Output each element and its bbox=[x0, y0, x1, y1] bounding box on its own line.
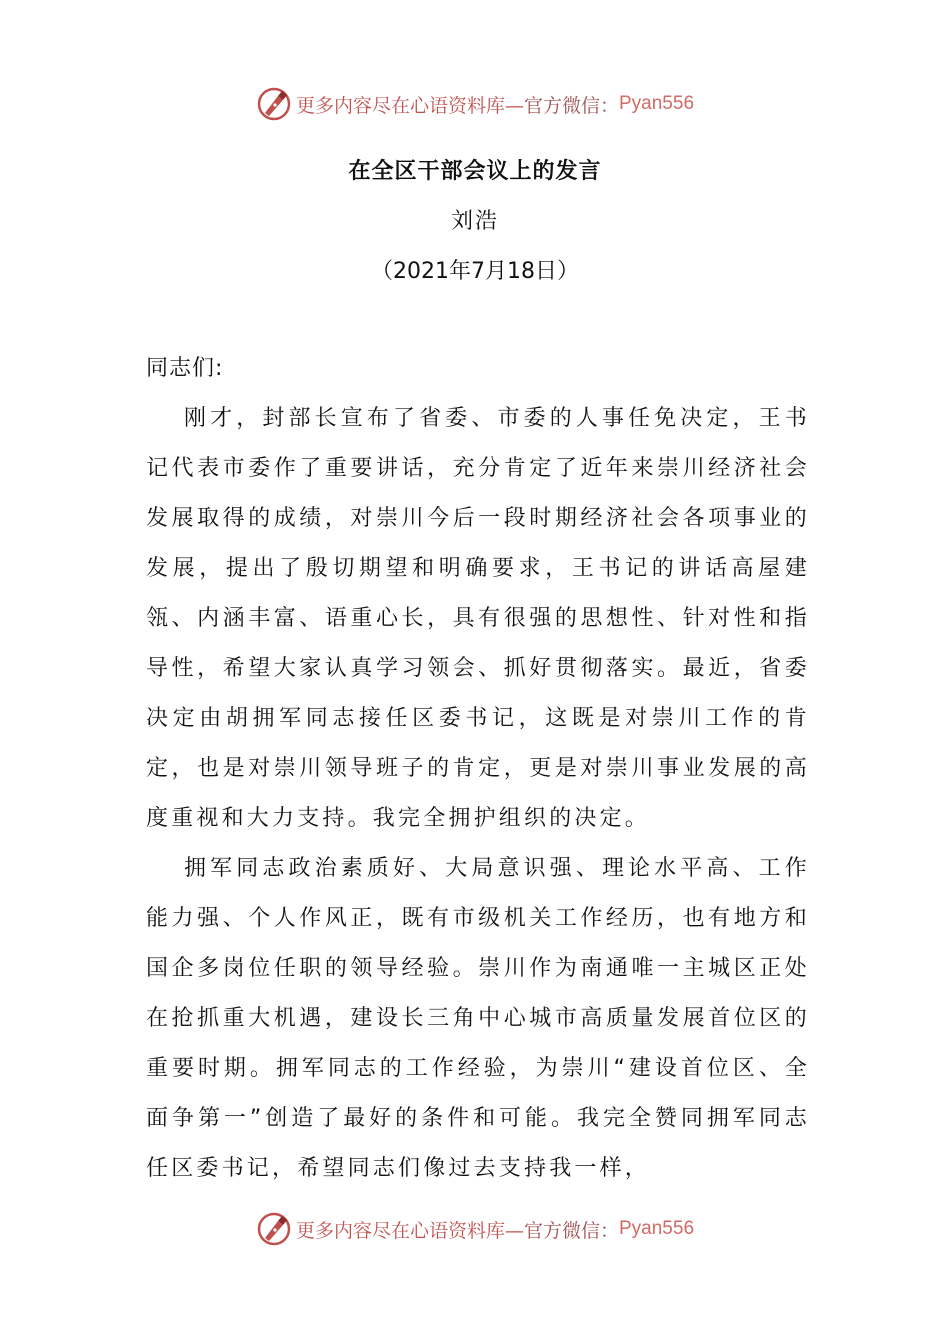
wechat-id: Pyan556 bbox=[619, 1218, 695, 1239]
document-title: 在全区干部会议上的发言 bbox=[348, 159, 602, 184]
watermark-banner-bottom bbox=[0, 1209, 950, 1249]
pen-nib-logo-icon bbox=[256, 1211, 292, 1247]
body-paragraph: 刚才，封部长宣布了省委、市委的人事任免决定，王书记代表市委作了重要讲话，充分肯定了近年来崇川经济社会发展取得的成绩，对崇川今后一段时期经济社会各项事业的发展，提出了殷切期望和明确要求，王书记的讲话高屋建瓴、内涵丰富、语重心长，具有很强的思想性、针对性和指导性，希望大家认真学习领会、抓好贯彻落实。最近，省委决定由胡拥军同志接任区委书记，这既是对崇川工作的肯定，也是对崇川领导班子的肯定，更是对崇川事业发展的高度重视和大力支持。我完全拥护组织的决定。 bbox=[146, 406, 810, 831]
salutation: 同志们: bbox=[146, 356, 224, 381]
wechat-label: 官方微信： bbox=[523, 1219, 619, 1242]
document-body bbox=[146, 344, 810, 1194]
watermark-banner-top bbox=[0, 84, 950, 124]
wechat-label: 官方微信： bbox=[523, 94, 619, 117]
promo-text: 更多内容尽在心语资料库— bbox=[295, 1219, 524, 1242]
document-date: （2021年7月18日） bbox=[371, 259, 579, 284]
promo-text: 更多内容尽在心语资料库— bbox=[295, 94, 524, 117]
pen-nib-logo-icon bbox=[256, 86, 292, 122]
body-paragraph: 拥军同志政治素质好、大局意识强、理论水平高、工作能力强、个人作风正，既有市级机关工作经历，也有地方和国企多岗位任职的领导经验。崇川作为南通唯一主城区正处在抢抓重大机遇，建设长三角中心城市高质量发展首位区的重要时期。拥军同志的工作经验，为崇川“建设首位区、全面争第一”创造了最好的条件和可能。我完全赞同拥军同志任区委书记，希望同志们像过去支持我一样， bbox=[146, 856, 810, 1181]
document-author: 刘浩 bbox=[450, 209, 499, 234]
wechat-id: Pyan556 bbox=[619, 93, 695, 114]
